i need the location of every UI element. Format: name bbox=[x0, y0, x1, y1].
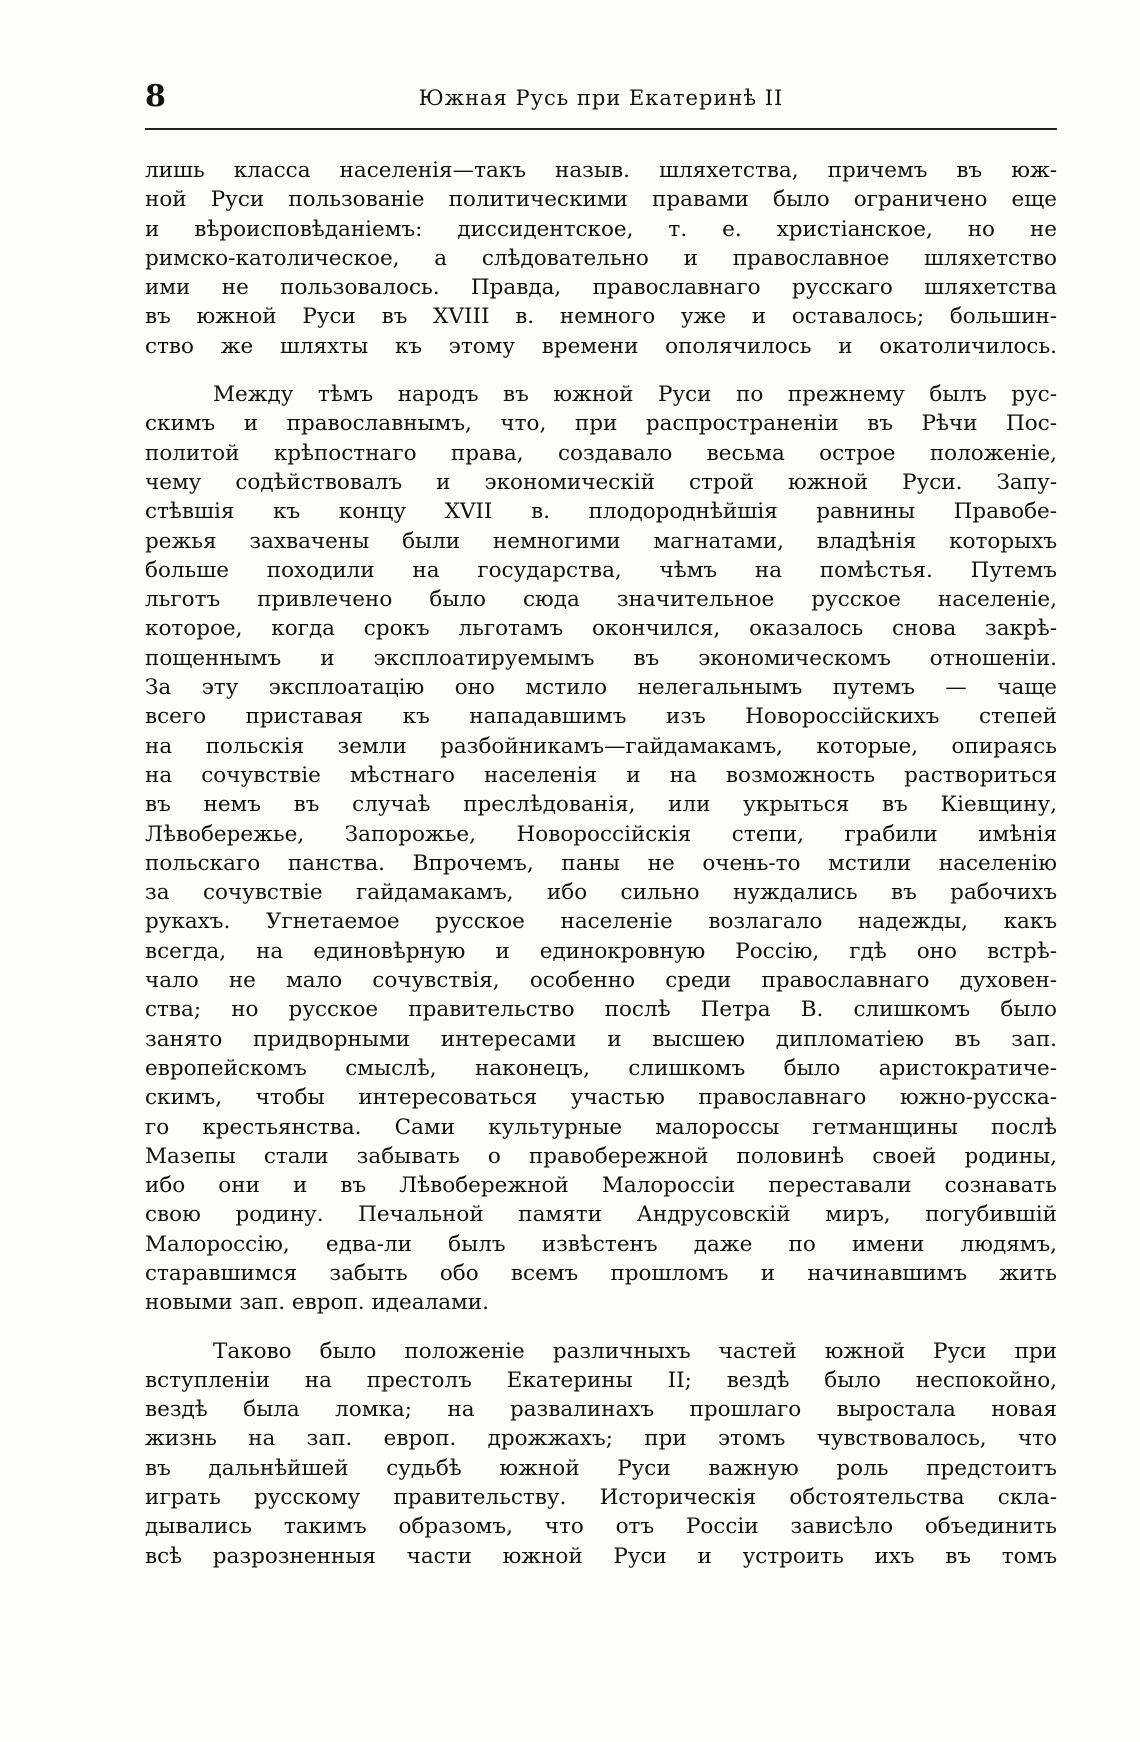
text-line: режья захвачены были немногими магнатами, владѣнія которыхъ bbox=[145, 528, 1057, 554]
text-line: рукахъ. Угнетаемое русское населеніе возлагало надежды, какъ bbox=[145, 909, 1057, 935]
text-line: свою родину. Печальной памяти Андрусовскій миръ, погубившій bbox=[145, 1202, 1057, 1228]
text-line: ибо они и въ Лѣвобережной Малороссіи переставали сознавать bbox=[145, 1173, 1057, 1199]
paragraph-2 bbox=[145, 380, 1057, 1318]
text-line: европейскомъ смыслѣ, наконецъ, слишкомъ было аристократиче- bbox=[145, 1055, 1057, 1081]
text-line: старавшимся забыть обо всемъ прошломъ и начинавшимъ жить bbox=[145, 1260, 1057, 1286]
text-line: въ южной Руси въ XVIII в. немного уже и оставалось; большин- bbox=[145, 304, 1057, 330]
body-text bbox=[145, 156, 1057, 1571]
text-line: Лѣвобережье, Запорожье, Новороссійскія степи, грабили имѣнія bbox=[145, 821, 1057, 847]
text-line: которое, когда срокъ льготамъ окончился, оказалось снова закрѣ- bbox=[145, 616, 1057, 642]
text-line: пощеннымъ и эксплоатируемымъ въ экономическомъ отношеніи. bbox=[145, 645, 1057, 671]
text-line: на польскія земли разбойникамъ—гайдамакамъ, которые, опираясь bbox=[145, 733, 1057, 759]
paragraph-gap bbox=[145, 361, 1057, 380]
text-line: го крестьянства. Сами культурные малороссы гетманщины послѣ bbox=[145, 1114, 1057, 1140]
text-line: Таково было положеніе различныхъ частей южной Руси при bbox=[213, 1338, 1057, 1364]
text-line: Мазепы стали забывать о правобережной половинѣ своей родины, bbox=[145, 1143, 1057, 1169]
text-line: ства; но русское правительство послѣ Петра В. слишкомъ было bbox=[145, 997, 1057, 1023]
text-line: чему содѣйствовалъ и экономическій строй южной Руси. Запу- bbox=[145, 469, 1057, 495]
text-line: вступленіи на престолъ Екатерины II; вездѣ было неспокойно, bbox=[145, 1367, 1057, 1393]
text-line: больше походили на государства, чѣмъ на помѣстья. Путемъ bbox=[145, 557, 1057, 583]
text-line: на сочувствіе мѣстнаго населенія и на возможность раствориться bbox=[145, 762, 1057, 788]
text-line: всего приставая къ нападавшимъ изъ Новороссійскихъ степей bbox=[145, 704, 1057, 730]
text-line: и вѣроисповѣданіемъ: диссидентское, т. е. христіанское, но не bbox=[145, 216, 1057, 242]
text-line: ной Руси пользованіе политическими правами было ограничено еще bbox=[145, 187, 1057, 213]
text-line: ими не пользовалось. Правда, православнаго русскаго шляхетства bbox=[145, 275, 1057, 301]
text-line: стѣвшія къ концу XVII в. плодороднѣйшія равнины Правобе- bbox=[145, 499, 1057, 525]
text-line: чало не мало сочувствія, особенно среди православнаго духовен- bbox=[145, 968, 1057, 994]
text-line: всегда, на единовѣрную и единокровную Россію, гдѣ оно встрѣ- bbox=[145, 938, 1057, 964]
paragraph-3 bbox=[145, 1337, 1057, 1571]
text-line: льготъ привлечено было сюда значительное русское населеніе, bbox=[145, 587, 1057, 613]
running-title: Южная Русь при Екатеринѣ II bbox=[418, 86, 784, 110]
header-rule bbox=[145, 128, 1057, 130]
text-line: занято придворными интересами и высшею дипломатіею въ зап. bbox=[145, 1026, 1057, 1052]
paragraph-gap bbox=[145, 1318, 1057, 1337]
text-line: новыми зап. европ. идеалами. bbox=[145, 1290, 489, 1316]
page-number: 8 bbox=[145, 79, 166, 114]
text-line: За эту эксплоатацію оно мстило нелегальнымъ путемъ — чаще bbox=[145, 675, 1057, 701]
text-line: жизнь на зап. европ. дрожжахъ; при этомъ чувствовалось, что bbox=[145, 1426, 1057, 1452]
text-line: дывались такимъ образомъ, что отъ Россіи зависѣло объединить bbox=[145, 1514, 1057, 1540]
text-line: въ дальнѣйшей судьбѣ южной Руси важную роль предстоитъ bbox=[145, 1455, 1057, 1481]
text-line: римско-католическое, а слѣдовательно и православное шляхетство bbox=[145, 245, 1057, 271]
paragraph-1 bbox=[145, 156, 1057, 361]
running-head bbox=[145, 80, 1057, 114]
text-line: ство же шляхты къ этому времени ополячилось и окатоличилось. bbox=[145, 333, 1057, 359]
text-line: лишь класса населенія—такъ назыв. шляхетства, причемъ въ юж- bbox=[145, 158, 1057, 183]
text-line: политой крѣпостнаго права, создавало весьма острое положеніе, bbox=[145, 440, 1057, 466]
text-line: скимъ, чтобы интересоваться участью православнаго южно-русска- bbox=[145, 1085, 1057, 1111]
text-line: за сочувствіе гайдамакамъ, ибо сильно нуждались въ рабочихъ bbox=[145, 880, 1057, 906]
text-line: вездѣ была ломка; на развалинахъ прошлаго выростала новая bbox=[145, 1397, 1057, 1423]
text-line: Малороссію, едва-ли былъ извѣстенъ даже по имени людямъ, bbox=[145, 1231, 1057, 1257]
text-line: играть русскому правительству. Историческія обстоятельства скла- bbox=[145, 1485, 1057, 1511]
text-line: скимъ и православнымъ, что, при распространеніи въ Рѣчи Пос- bbox=[145, 411, 1057, 437]
text-line: въ немъ въ случаѣ преслѣдованія, или укрыться въ Кіевщину, bbox=[145, 792, 1057, 818]
text-line: польскаго панства. Впрочемъ, паны не очень-то мстили населенію bbox=[145, 850, 1057, 876]
text-line: Между тѣмъ народъ въ южной Руси по прежнему былъ рус- bbox=[213, 382, 1057, 408]
text-line: всѣ разрозненныя части южной Руси и устроить ихъ въ томъ bbox=[145, 1543, 1057, 1569]
